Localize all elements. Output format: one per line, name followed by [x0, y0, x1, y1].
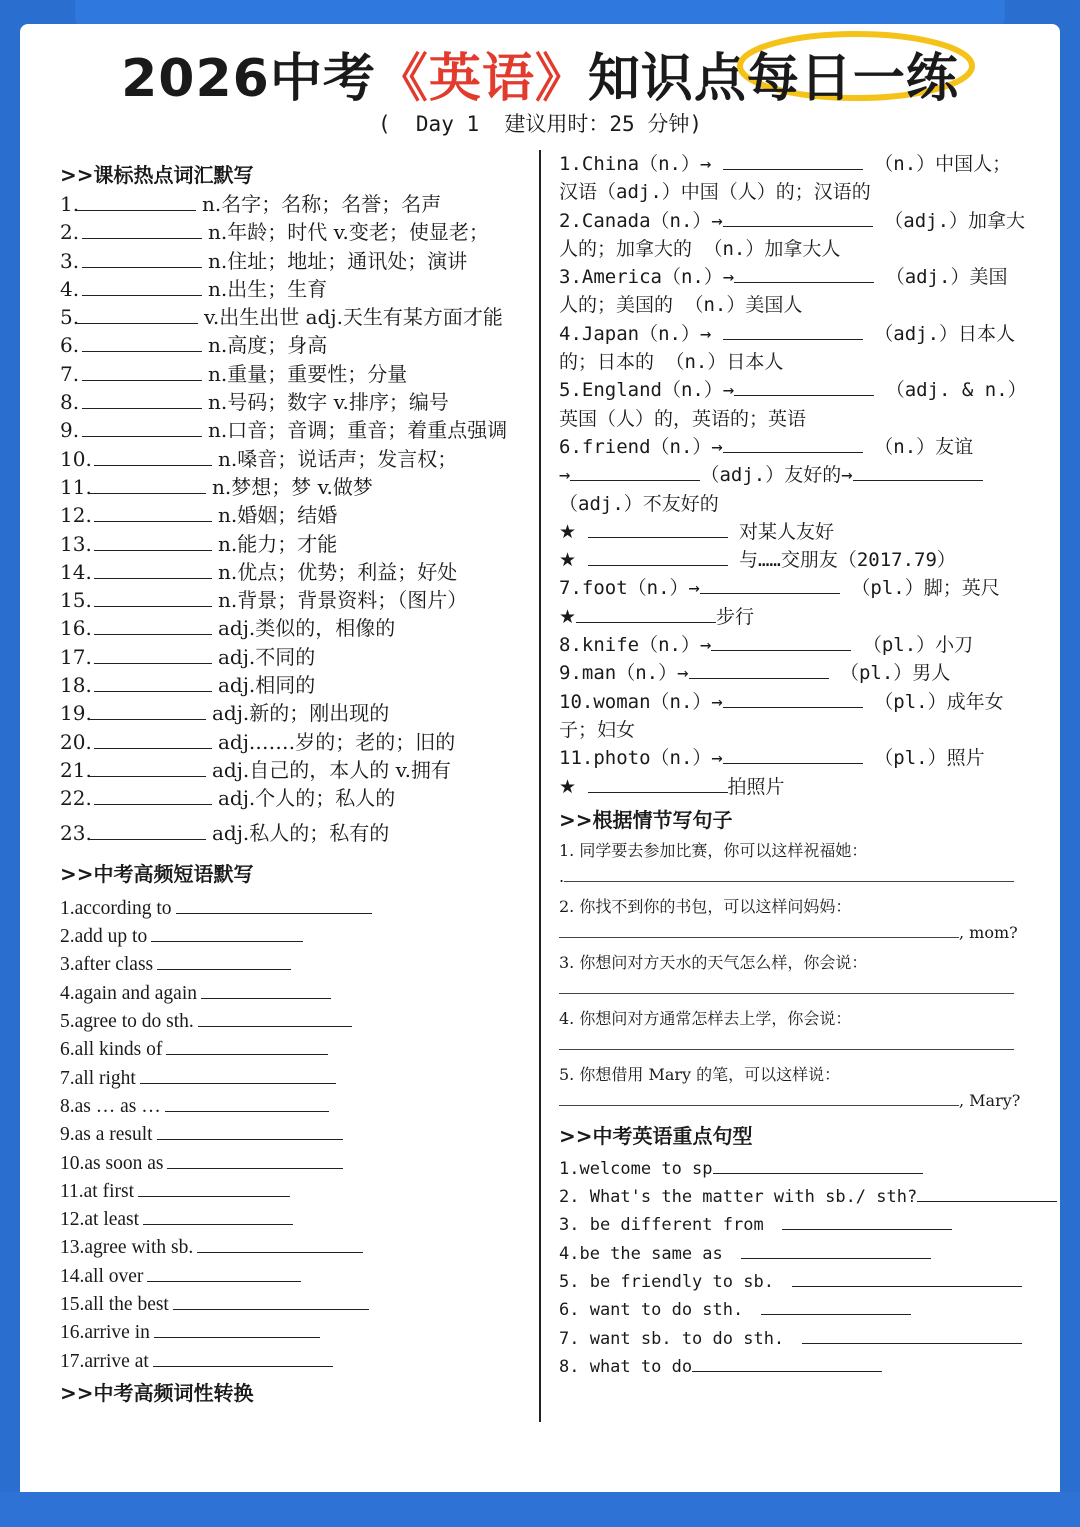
phrase-text: 10.as soon as — [60, 1152, 164, 1174]
phrase-row — [60, 1178, 530, 1206]
vocab-row — [60, 360, 530, 388]
answer-line[interactable] — [559, 979, 1014, 994]
conv-text: 10.woman（n.）→ — [559, 690, 723, 713]
conv-row — [559, 631, 1039, 659]
conversion-heading: >>中考高频词性转换 — [60, 1380, 254, 1405]
answer-blank[interactable] — [588, 519, 728, 538]
answer-blank[interactable] — [570, 462, 700, 481]
answer-blank[interactable] — [692, 1353, 882, 1372]
keysentence-heading: >>中考英语重点句型 — [559, 1123, 753, 1148]
phrase-text: 5.agree to do sth. — [60, 1011, 194, 1033]
conv-text: （pl.）成年女 — [874, 690, 1004, 713]
conv-text: 英国（人）的，英语的；英语 — [559, 407, 807, 430]
phrase-row — [60, 895, 530, 923]
answer-prefix: . — [559, 866, 565, 886]
situation-heading: >>根据情节写句子 — [559, 807, 733, 832]
vocab-definition: adj.相同的 — [218, 673, 316, 698]
vocab-number: 19. — [60, 701, 92, 726]
phrase-text: 6.all kinds of — [60, 1039, 163, 1061]
phrase-row — [60, 1121, 530, 1149]
vocab-number: 5. — [60, 305, 80, 330]
keysentence-row — [559, 1325, 1039, 1353]
conv-text: → — [559, 464, 571, 487]
answer-suffix: , Mary? — [959, 1090, 1021, 1110]
answer-blank[interactable] — [689, 660, 829, 679]
conv-text: 7.foot（n.）→ — [559, 577, 700, 600]
answer-blank[interactable] — [88, 475, 206, 494]
vocab-row — [60, 671, 530, 699]
answer-blank[interactable] — [197, 1234, 363, 1253]
vocab-row — [60, 614, 530, 642]
keysentence-text: 4.be the same as — [559, 1243, 723, 1264]
phrase-text: 17.arrive at — [60, 1350, 149, 1372]
vocab-row — [60, 275, 530, 303]
conv-text: （pl.）小刀 — [862, 634, 974, 657]
keysentence-row — [559, 1211, 1039, 1239]
keysentence-row — [559, 1296, 1039, 1324]
conv-text: 拍照片 — [727, 775, 785, 798]
answer-blank[interactable] — [157, 1121, 343, 1140]
vocab-row — [60, 558, 530, 586]
conv-row — [559, 773, 1039, 801]
star-icon: ★ — [559, 775, 577, 798]
phrase-row — [60, 951, 530, 979]
vocab-definition: adj.新的；刚出现的 — [212, 701, 390, 726]
situation-answer-row — [559, 863, 1039, 891]
answer-blank[interactable] — [201, 980, 331, 999]
conv-text: （adj. & n.） — [885, 379, 1027, 402]
phrase-text: 1.according to — [60, 897, 172, 919]
keysentence-text: 6. want to do sth. — [559, 1300, 744, 1321]
answer-blank[interactable] — [853, 462, 983, 481]
vocab-definition: adj.自己的，本人的 v.拥有 — [212, 757, 451, 782]
conv-text: 1.China（n.）→ — [559, 153, 712, 175]
phrase-text: 11.at first — [60, 1180, 135, 1202]
answer-blank[interactable] — [792, 1268, 1022, 1287]
phrase-row — [60, 1291, 530, 1319]
left-column — [60, 160, 530, 1408]
vocab-row — [60, 303, 530, 331]
vocab-number: 8. — [60, 390, 80, 415]
vocab-row — [60, 445, 530, 473]
answer-blank[interactable] — [76, 192, 196, 211]
column-divider — [539, 150, 541, 1422]
keysentence-text: 1.welcome to sp — [559, 1158, 713, 1179]
answer-blank[interactable] — [94, 616, 212, 635]
vocab-number: 22. — [60, 786, 92, 811]
conv-text: 子；妇女 — [559, 718, 636, 741]
right-column — [559, 150, 1039, 1381]
conv-row — [559, 263, 1039, 291]
vocab-row — [60, 530, 530, 558]
phrase-row — [60, 1036, 530, 1064]
answer-blank[interactable] — [734, 377, 874, 396]
conv-text: 11.photo（n.）→ — [559, 747, 723, 770]
vocab-row — [60, 819, 530, 847]
phrase-text: 2.add up to — [60, 926, 148, 948]
conv-text: 人的；加拿大的 （n.）加拿大人 — [559, 237, 841, 260]
answer-blank[interactable] — [143, 1206, 293, 1225]
conv-text: 8.knife（n.）→ — [559, 634, 712, 657]
phrase-text: 14.all over — [60, 1265, 144, 1287]
conv-row — [559, 348, 1039, 376]
vocab-number: 23. — [60, 820, 92, 845]
vocab-number: 1. — [60, 192, 80, 216]
answer-blank[interactable] — [576, 604, 716, 623]
answer-blank[interactable] — [94, 588, 212, 607]
answer-blank[interactable] — [94, 786, 212, 805]
answer-blank[interactable] — [165, 1093, 329, 1112]
conv-text: （n.）中国人； — [874, 153, 1012, 175]
vocab-number: 6. — [60, 333, 80, 358]
situation-question: 5. 你想借用 Mary 的笔，可以这样说： — [559, 1064, 841, 1084]
phrase-text: 13.agree with sb. — [60, 1237, 194, 1259]
answer-blank[interactable] — [157, 951, 291, 970]
situation-question: 3. 你想问对方天水的天气怎么样，你会说： — [559, 952, 868, 972]
conv-row — [559, 574, 1039, 602]
vocab-row — [60, 501, 530, 529]
conv-text: 9.man（n.）→ — [559, 662, 689, 685]
conv-text: 与……交朋友（2017.79） — [738, 549, 956, 572]
phrase-row — [60, 1150, 530, 1178]
keysentence-row — [559, 1353, 1039, 1381]
conv-row — [559, 150, 1039, 178]
answer-blank[interactable] — [94, 447, 212, 466]
title-part3: 知识点 — [587, 49, 747, 109]
keysentence-text: 7. want sb. to do sth. — [559, 1328, 785, 1349]
conv-text: （adj.）美国 — [885, 266, 1008, 289]
conv-row — [559, 376, 1039, 404]
vocab-number: 20. — [60, 729, 92, 754]
answer-suffix: , mom? — [959, 922, 1018, 942]
phrase-list — [60, 895, 530, 1376]
answer-blank[interactable] — [94, 503, 212, 522]
vocab-number: 2. — [60, 220, 80, 245]
conv-row — [559, 518, 1039, 546]
vocab-list — [60, 190, 530, 847]
answer-blank[interactable] — [723, 434, 863, 453]
answer-blank[interactable] — [82, 333, 202, 352]
vocab-row — [60, 784, 530, 812]
conv-text: （adj.）日本人 — [874, 322, 1016, 345]
conv-text: 2.Canada（n.）→ — [559, 209, 723, 232]
answer-blank[interactable] — [94, 673, 212, 692]
keysentence-text: 8. what to do — [559, 1356, 693, 1377]
answer-blank[interactable] — [734, 264, 874, 283]
vocab-definition: n.住址；地址；通讯处；演讲 — [208, 248, 468, 273]
vocab-definition: v.出生出世 adj.天生有某方面才能 — [204, 305, 503, 330]
vocab-row — [60, 699, 530, 727]
vocab-number: 9. — [60, 418, 80, 443]
vocab-number: 10. — [60, 446, 92, 471]
conv-row — [559, 320, 1039, 348]
phrase-text: 4.again and again — [60, 982, 197, 1004]
vocab-number: 15. — [60, 588, 92, 613]
answer-blank[interactable] — [723, 689, 863, 708]
conv-row — [559, 603, 1039, 631]
answer-line[interactable] — [559, 923, 959, 938]
vocab-definition: n.号码；数字 v.排序；编号 — [208, 390, 449, 415]
conv-text: 3.America（n.）→ — [559, 266, 735, 289]
vocab-number: 4. — [60, 276, 80, 301]
vocab-row — [60, 756, 530, 784]
situation-answer-row — [559, 919, 1039, 947]
answer-blank[interactable] — [82, 249, 202, 268]
conv-text: （adj.）加拿大 — [884, 209, 1026, 232]
answer-blank[interactable] — [173, 1291, 369, 1310]
vocab-definition: adj.个人的；私人的 — [218, 786, 396, 811]
vocab-definition: n.能力；才能 — [218, 531, 338, 556]
keysentence-row — [559, 1183, 1039, 1211]
vocab-definition: n.优点；优势；利益；好处 — [218, 559, 458, 584]
vocab-definition: n.梦想；梦 v.做梦 — [212, 474, 373, 499]
phrase-row — [60, 1065, 530, 1093]
vocab-number: 17. — [60, 644, 92, 669]
answer-blank[interactable] — [588, 547, 728, 566]
vocab-row — [60, 247, 530, 275]
answer-blank[interactable] — [88, 701, 206, 720]
answer-blank[interactable] — [723, 151, 863, 170]
answer-blank[interactable] — [82, 362, 202, 381]
answer-blank[interactable] — [82, 220, 202, 239]
vocab-definition: n.名字；名称；名誉；名声 — [202, 192, 442, 216]
star-icon: ★ — [559, 520, 577, 543]
title-part1: 2026中考 — [121, 49, 376, 109]
vocab-definition: n.高度；身高 — [208, 333, 328, 358]
phrase-row — [60, 1008, 530, 1036]
vocab-row — [60, 728, 530, 756]
conv-row — [559, 178, 1039, 206]
vocab-definition: adj.不同的 — [218, 644, 316, 669]
answer-blank[interactable] — [147, 1263, 301, 1282]
answer-blank[interactable] — [94, 532, 212, 551]
vocab-number: 18. — [60, 673, 92, 698]
conv-row — [559, 546, 1039, 574]
answer-blank[interactable] — [723, 208, 873, 227]
answer-line[interactable] — [564, 867, 1014, 882]
conv-row — [559, 716, 1039, 744]
answer-blank[interactable] — [151, 923, 303, 942]
conv-text: （adj.）友好的→ — [700, 464, 853, 487]
answer-blank[interactable] — [76, 305, 198, 324]
phrase-row — [60, 980, 530, 1008]
star-icon: ★ — [559, 605, 577, 628]
phrase-row — [60, 1206, 530, 1234]
answer-blank[interactable] — [711, 632, 851, 651]
vocab-row — [60, 218, 530, 246]
page-title — [0, 36, 1080, 111]
vocab-row — [60, 643, 530, 671]
conv-text: 的；日本的 （n.）日本人 — [559, 351, 784, 374]
vocab-definition: n.年龄；时代 v.变老；使显老； — [208, 220, 489, 245]
vocab-heading: >>课标热点词汇默写 — [60, 163, 254, 187]
answer-blank[interactable] — [741, 1240, 931, 1259]
answer-line[interactable] — [559, 1091, 959, 1106]
situation-question: 2. 你找不到你的书包，可以这样问妈妈： — [559, 896, 852, 916]
vocab-row — [60, 473, 530, 501]
vocab-number: 7. — [60, 361, 80, 386]
conv-row — [559, 490, 1039, 518]
phrases-heading: >>中考高频短语默写 — [60, 861, 254, 886]
phrase-row — [60, 923, 530, 951]
vocab-row — [60, 416, 530, 444]
title-highlight — [747, 36, 959, 111]
phrase-text: 7.all right — [60, 1067, 136, 1089]
answer-blank[interactable] — [82, 277, 202, 296]
situation-answer-row — [559, 975, 1039, 1003]
phrase-row — [60, 1093, 530, 1121]
conv-row — [559, 405, 1039, 433]
keysentence-text: 3. be different from — [559, 1215, 764, 1236]
vocab-definition: adj.……岁的；老的；旧的 — [218, 729, 456, 754]
vocab-definition: adj.私人的；私有的 — [212, 820, 390, 845]
answer-blank[interactable] — [176, 895, 372, 914]
answer-blank[interactable] — [761, 1296, 911, 1315]
vocab-definition: n.出生；生育 — [208, 276, 328, 301]
answer-blank[interactable] — [88, 758, 206, 777]
keysentence-row — [559, 1155, 1039, 1183]
answer-blank[interactable] — [94, 560, 212, 579]
conv-text: （pl.）照片 — [874, 747, 985, 770]
conv-row — [559, 461, 1039, 489]
keysentence-row — [559, 1268, 1039, 1296]
conv-row — [559, 291, 1039, 319]
answer-blank[interactable] — [166, 1036, 328, 1055]
answer-blank[interactable] — [700, 575, 840, 594]
vocab-number: 12. — [60, 503, 92, 528]
conv-text: 4.Japan（n.）→ — [559, 322, 712, 345]
conv-text: （adj.）不友好的 — [559, 492, 719, 515]
keysentence-text: 5. be friendly to sb. — [559, 1272, 774, 1293]
phrase-row — [60, 1234, 530, 1262]
vocab-definition: n.婚姻；结婚 — [218, 503, 338, 528]
situation-question: 1. 同学要去参加比赛，你可以这样祝福她： — [559, 840, 868, 860]
situation-answer-row — [559, 1031, 1039, 1059]
answer-blank[interactable] — [140, 1065, 336, 1084]
answer-blank[interactable] — [723, 745, 863, 764]
conv-row — [559, 659, 1039, 687]
conv-text: 汉语（adj.）中国（人）的；汉语的 — [559, 181, 871, 204]
conv-row — [559, 688, 1039, 716]
keysentence-row — [559, 1240, 1039, 1268]
vocab-definition: n.嗓音；说话声；发言权； — [218, 446, 458, 471]
conv-text: （pl.）脚；英尺 — [851, 577, 1000, 600]
conv-row — [559, 744, 1039, 772]
vocab-definition: adj.类似的，相像的 — [218, 616, 396, 641]
conv-text: 人的；美国的 （n.）美国人 — [559, 294, 803, 317]
phrase-text: 16.arrive in — [60, 1322, 150, 1344]
answer-blank[interactable] — [917, 1183, 1057, 1202]
star-icon: ★ — [559, 549, 577, 572]
answer-blank[interactable] — [82, 390, 202, 409]
phrase-text: 8.as … as … — [60, 1095, 161, 1117]
phrase-text: 9.as a result — [60, 1124, 153, 1146]
vocab-number: 3. — [60, 248, 80, 273]
vocab-number: 13. — [60, 531, 92, 556]
answer-blank[interactable] — [713, 1155, 923, 1174]
conv-text: 步行 — [716, 605, 755, 628]
vocab-definition: n.口音；音调；重音；着重点强调 — [208, 418, 508, 443]
phrase-row — [60, 1263, 530, 1291]
answer-blank[interactable] — [167, 1150, 343, 1169]
answer-blank[interactable] — [198, 1008, 352, 1027]
conv-text: 对某人友好 — [738, 520, 834, 543]
vocab-row — [60, 331, 530, 359]
answer-blank[interactable] — [782, 1211, 952, 1230]
conv-row — [559, 433, 1039, 461]
conv-row — [559, 207, 1039, 235]
situation-list — [559, 835, 1039, 1115]
vocab-number: 11. — [60, 474, 92, 499]
situation-question: 4. 你想问对方通常怎样去上学，你会说： — [559, 1008, 852, 1028]
answer-blank[interactable] — [154, 1319, 320, 1338]
conv-row — [559, 235, 1039, 263]
keysentence-text: 2. What's the matter with sb./ sth? — [559, 1187, 918, 1208]
vocab-number: 16. — [60, 616, 92, 641]
keysentence-list — [559, 1155, 1039, 1381]
vocab-number: 14. — [60, 559, 92, 584]
vocab-row — [60, 190, 530, 218]
answer-blank[interactable] — [82, 418, 202, 437]
conv-text: （n.）友谊 — [874, 435, 974, 458]
phrase-text: 3.after class — [60, 954, 154, 976]
answer-blank[interactable] — [588, 774, 728, 793]
vocab-number: 21. — [60, 757, 92, 782]
conv-text: 5.England（n.）→ — [559, 379, 735, 402]
answer-blank[interactable] — [94, 730, 212, 749]
vocab-definition: n.重量；重要性；分量 — [208, 361, 408, 386]
answer-blank[interactable] — [138, 1178, 290, 1197]
phrase-row — [60, 1319, 530, 1347]
phrase-row — [60, 1348, 530, 1376]
answer-blank[interactable] — [94, 645, 212, 664]
conv-text: 6.friend（n.）→ — [559, 435, 723, 458]
vocab-row — [60, 586, 530, 614]
title-part4: 每日一练 — [746, 49, 959, 109]
situation-answer-row — [559, 1087, 1039, 1115]
answer-line[interactable] — [559, 1035, 1014, 1050]
page-subtitle: ( Day 1 建议用时：25 分钟) — [377, 112, 702, 136]
phrase-text: 15.all the best — [60, 1293, 169, 1315]
answer-blank[interactable] — [153, 1348, 333, 1367]
answer-blank[interactable] — [88, 821, 206, 840]
phrase-text: 12.at least — [60, 1209, 140, 1231]
vocab-definition: n.背景；背景资料；（图片） — [218, 588, 468, 613]
title-part2: 《英语》 — [375, 49, 588, 109]
frame-bottom — [0, 1492, 1080, 1527]
answer-blank[interactable] — [802, 1325, 1022, 1344]
conv-text: （pl.）男人 — [839, 662, 951, 685]
answer-blank[interactable] — [723, 321, 863, 340]
vocab-row — [60, 388, 530, 416]
